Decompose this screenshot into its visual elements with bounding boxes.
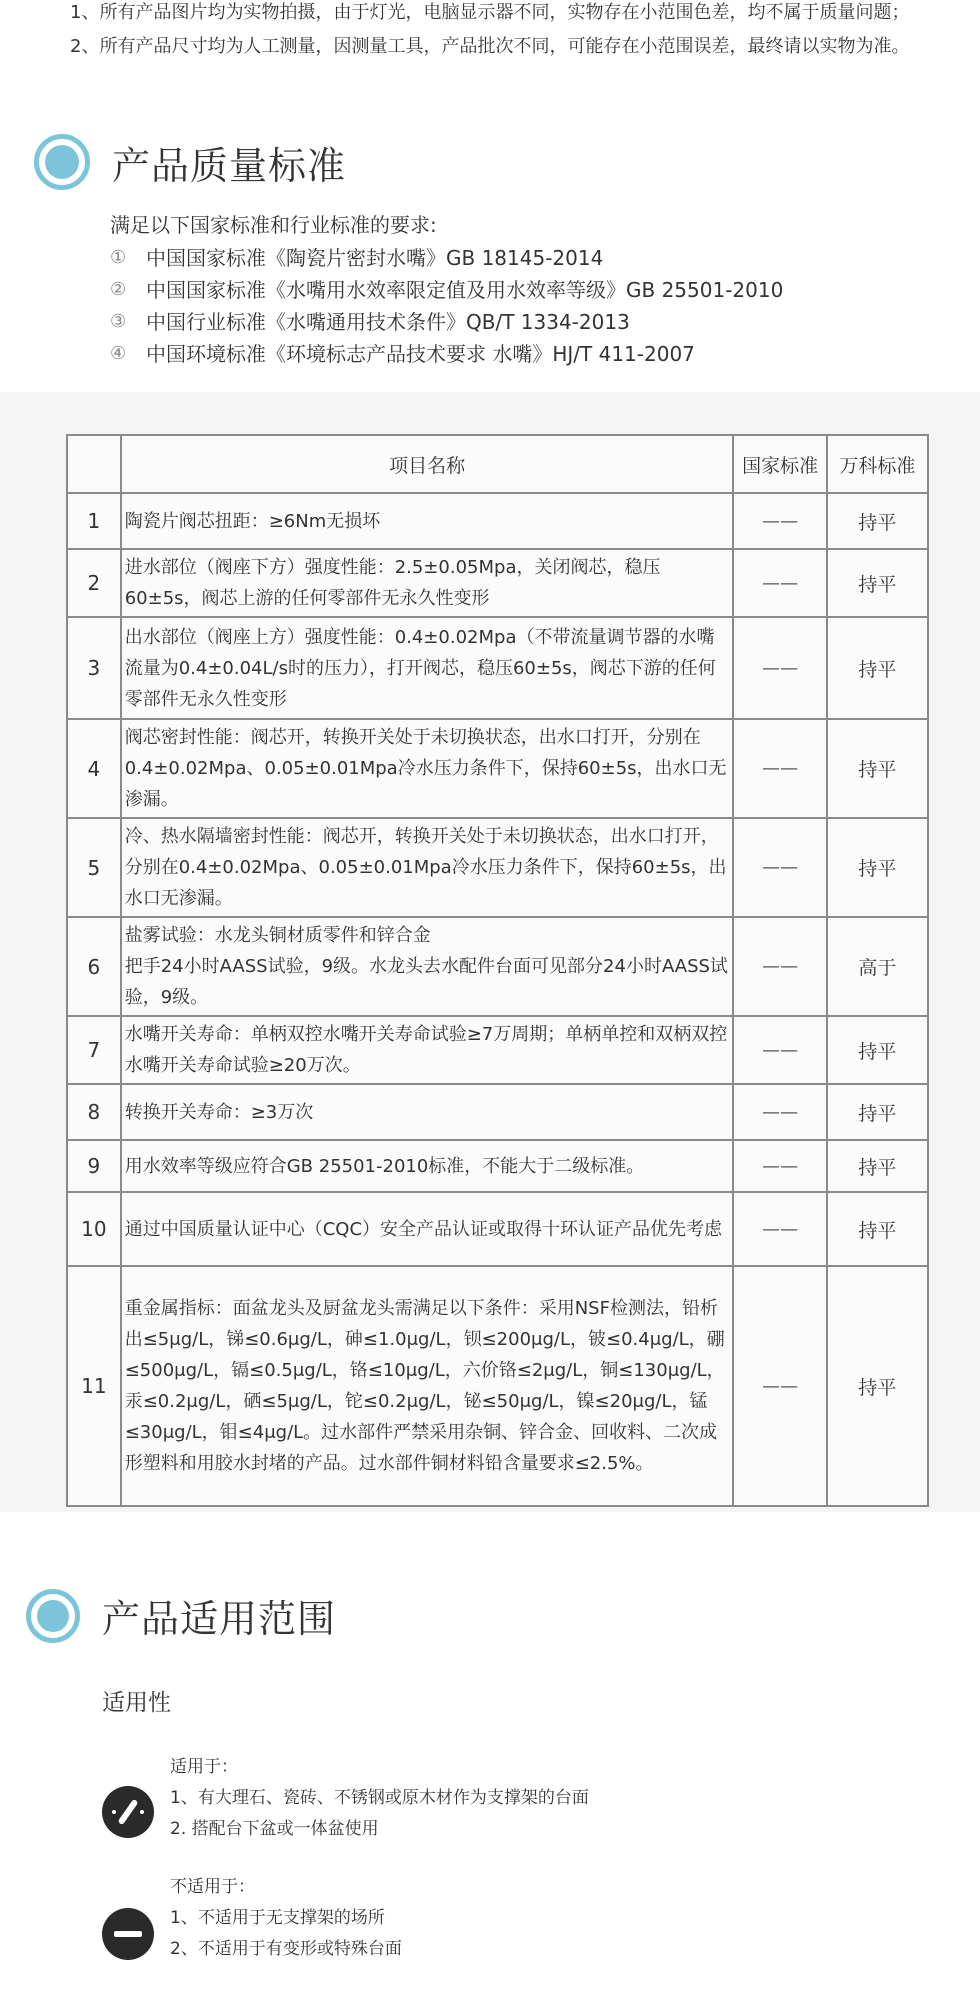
row-num: 10 bbox=[67, 1192, 121, 1266]
notes bbox=[70, 0, 909, 64]
row-num: 11 bbox=[67, 1266, 121, 1506]
row-item: 通过中国质量认证中心（CQC）安全产品认证或取得十环认证产品优先考虑 bbox=[121, 1192, 734, 1266]
row-num: 8 bbox=[67, 1084, 121, 1140]
unsuitable-label: 不适用于： bbox=[170, 1877, 255, 1897]
table-row bbox=[67, 1016, 928, 1084]
compass-icon bbox=[102, 1786, 154, 1838]
suitable-label: 适用于： bbox=[170, 1757, 238, 1777]
table-row bbox=[67, 1266, 928, 1506]
row-num: 6 bbox=[67, 917, 121, 1016]
table-row bbox=[67, 917, 928, 1016]
row-wanke: 持平 bbox=[827, 1266, 928, 1506]
row-num: 4 bbox=[67, 719, 121, 818]
row-item: 阀芯密封性能：阀芯开，转换开关处于未切换状态，出水口打开，分别在0.4±0.02Mpa、0.05±0.01Mpa冷水压力条件下，保持60±5s，出水口无渗漏。 bbox=[121, 719, 734, 818]
unsuitable-text bbox=[170, 1872, 770, 1965]
table-row bbox=[67, 493, 928, 549]
suitable-text bbox=[170, 1752, 770, 1845]
unsuitable-item: 1、不适用于无支撑架的场所 bbox=[170, 1908, 385, 1928]
row-wanke: 持平 bbox=[827, 1192, 928, 1266]
standard-number: ④ bbox=[110, 343, 127, 364]
row-national: —— bbox=[733, 1140, 826, 1192]
standard-item bbox=[110, 338, 783, 370]
row-num: 7 bbox=[67, 1016, 121, 1084]
header-wanke: 万科标准 bbox=[827, 435, 928, 493]
unsuitable-item: 2、不适用于有变形或特殊台面 bbox=[170, 1939, 402, 1959]
row-national: —— bbox=[733, 1266, 826, 1506]
row-national: —— bbox=[733, 1192, 826, 1266]
row-national: —— bbox=[733, 493, 826, 549]
standard-text: 中国环境标准《环境标志产品技术要求 水嘴》HJ/T 411-2007 bbox=[146, 342, 695, 366]
row-item: 水嘴开关寿命：单柄双控水嘴开关寿命试验≥7万周期；单柄单控和双柄双控水嘴开关寿命试验≥20万次。 bbox=[121, 1016, 734, 1084]
quality-section-header bbox=[34, 134, 346, 190]
standard-number: ① bbox=[110, 247, 127, 268]
row-wanke: 持平 bbox=[827, 1140, 928, 1192]
table-row bbox=[67, 617, 928, 719]
standards-intro: 满足以下国家标准和行业标准的要求: bbox=[110, 213, 437, 237]
row-num: 2 bbox=[67, 549, 121, 617]
scope-title: 产品适用范围 bbox=[102, 1597, 337, 1641]
circle-bullet-icon bbox=[34, 134, 90, 190]
scope-section-header bbox=[26, 1588, 336, 1643]
row-wanke: 持平 bbox=[827, 719, 928, 818]
row-wanke: 持平 bbox=[827, 1084, 928, 1140]
table-row bbox=[67, 1192, 928, 1266]
table-row bbox=[67, 1140, 928, 1192]
standard-number: ② bbox=[110, 279, 127, 300]
row-wanke: 持平 bbox=[827, 549, 928, 617]
table-row bbox=[67, 549, 928, 617]
row-item: 冷、热水隔墙密封性能：阀芯开，转换开关处于未切换状态，出水口打开，分别在0.4±0.02Mpa、0.05±0.01Mpa冷水压力条件下，保持60±5s，出水口无渗漏。 bbox=[121, 818, 734, 917]
row-national: —— bbox=[733, 719, 826, 818]
standard-number: ③ bbox=[110, 311, 127, 332]
row-national: —— bbox=[733, 617, 826, 719]
header-national: 国家标准 bbox=[733, 435, 826, 493]
row-num: 3 bbox=[67, 617, 121, 719]
note-line: 2、所有产品尺寸均为人工测量，因测量工具，产品批次不同，可能存在小范围误差，最终请以实物为准。 bbox=[70, 36, 910, 57]
quality-table bbox=[66, 434, 929, 1507]
row-national: —— bbox=[733, 1016, 826, 1084]
row-wanke: 高于 bbox=[827, 917, 928, 1016]
circle-bullet-icon bbox=[26, 1589, 80, 1643]
row-national: —— bbox=[733, 1084, 826, 1140]
table-header-row bbox=[67, 435, 928, 493]
row-item: 进水部位（阀座下方）强度性能：2.5±0.05Mpa，关闭阀芯，稳压60±5s，阀芯上游的任何零部件无永久性变形 bbox=[121, 549, 734, 617]
row-num: 1 bbox=[67, 493, 121, 549]
row-item: 转换开关寿命：≥3万次 bbox=[121, 1084, 734, 1140]
row-item: 出水部位（阀座上方）强度性能：0.4±0.02Mpa（不带流量调节器的水嘴流量为0.4±0.04L/s时的压力），打开阀芯，稳压60±5s，阀芯下游的任何零部件无永久性变形 bbox=[121, 617, 734, 719]
minus-icon bbox=[102, 1908, 154, 1960]
row-wanke: 持平 bbox=[827, 493, 928, 549]
header-item: 项目名称 bbox=[121, 435, 734, 493]
standard-item bbox=[110, 242, 783, 274]
standard-text: 中国行业标准《水嘴通用技术条件》QB/T 1334-2013 bbox=[146, 310, 630, 334]
table-row bbox=[67, 818, 928, 917]
row-national: —— bbox=[733, 549, 826, 617]
quality-title: 产品质量标准 bbox=[112, 143, 347, 188]
standard-item bbox=[110, 274, 783, 306]
row-wanke: 持平 bbox=[827, 818, 928, 917]
standard-text: 中国国家标准《陶瓷片密封水嘴》GB 18145-2014 bbox=[146, 246, 604, 270]
scope-subtitle: 适用性 bbox=[102, 1690, 171, 1716]
row-item: 陶瓷片阀芯扭距：≥6Nm无损坏 bbox=[121, 493, 734, 549]
row-item: 用水效率等级应符合GB 25501-2010标准，不能大于二级标准。 bbox=[121, 1140, 734, 1192]
row-item: 重金属指标：面盆龙头及厨盆龙头需满足以下条件：采用NSF检测法，铅析出≤5μg/L，锑≤0.6μg/L，砷≤1.0μg/L，钡≤200μg/L，铍≤0.4μg/L，硼≤500μg/L，镉≤0.5μg/L，铬≤10μg/L，六价铬≤2μg/L，铜≤130μg/L，汞≤0.2μg/L，硒≤5μg/L，铊≤0.2μg/L，铋≤50μg/L，镍≤20μg/L，锰≤30μg/L，钼≤4μg/L。过水部件严禁采用杂铜、锌合金、回收料、二次成形塑料和用胶水封堵的产品。过水部件铜材料铅含量要求≤2.5%。 bbox=[121, 1266, 734, 1506]
row-wanke: 持平 bbox=[827, 617, 928, 719]
row-item: 盐雾试验：水龙头铜材质零件和锌合金 把手24小时AASS试验，9级。水龙头去水配件台面可见部分24小时AASS试验，9级。 bbox=[121, 917, 734, 1016]
header-num bbox=[67, 435, 121, 493]
standard-text: 中国国家标准《水嘴用水效率限定值及用水效率等级》GB 25501-2010 bbox=[146, 278, 784, 302]
row-national: —— bbox=[733, 917, 826, 1016]
standard-item bbox=[110, 306, 783, 338]
row-wanke: 持平 bbox=[827, 1016, 928, 1084]
row-num: 5 bbox=[67, 818, 121, 917]
row-national: —— bbox=[733, 818, 826, 917]
row-num: 9 bbox=[67, 1140, 121, 1192]
suitable-item: 2. 搭配台下盆或一体盆使用 bbox=[170, 1819, 379, 1839]
note-line: 1、所有产品图片均为实物拍摄，由于灯光，电脑显示器不同，实物存在小范围色差，均不属于质量问题； bbox=[70, 2, 910, 23]
table-row bbox=[67, 1084, 928, 1140]
suitable-item: 1、有大理石、瓷砖、不锈钢或原木材作为支撑架的台面 bbox=[170, 1788, 589, 1808]
standards-list bbox=[110, 208, 783, 370]
table-row bbox=[67, 719, 928, 818]
